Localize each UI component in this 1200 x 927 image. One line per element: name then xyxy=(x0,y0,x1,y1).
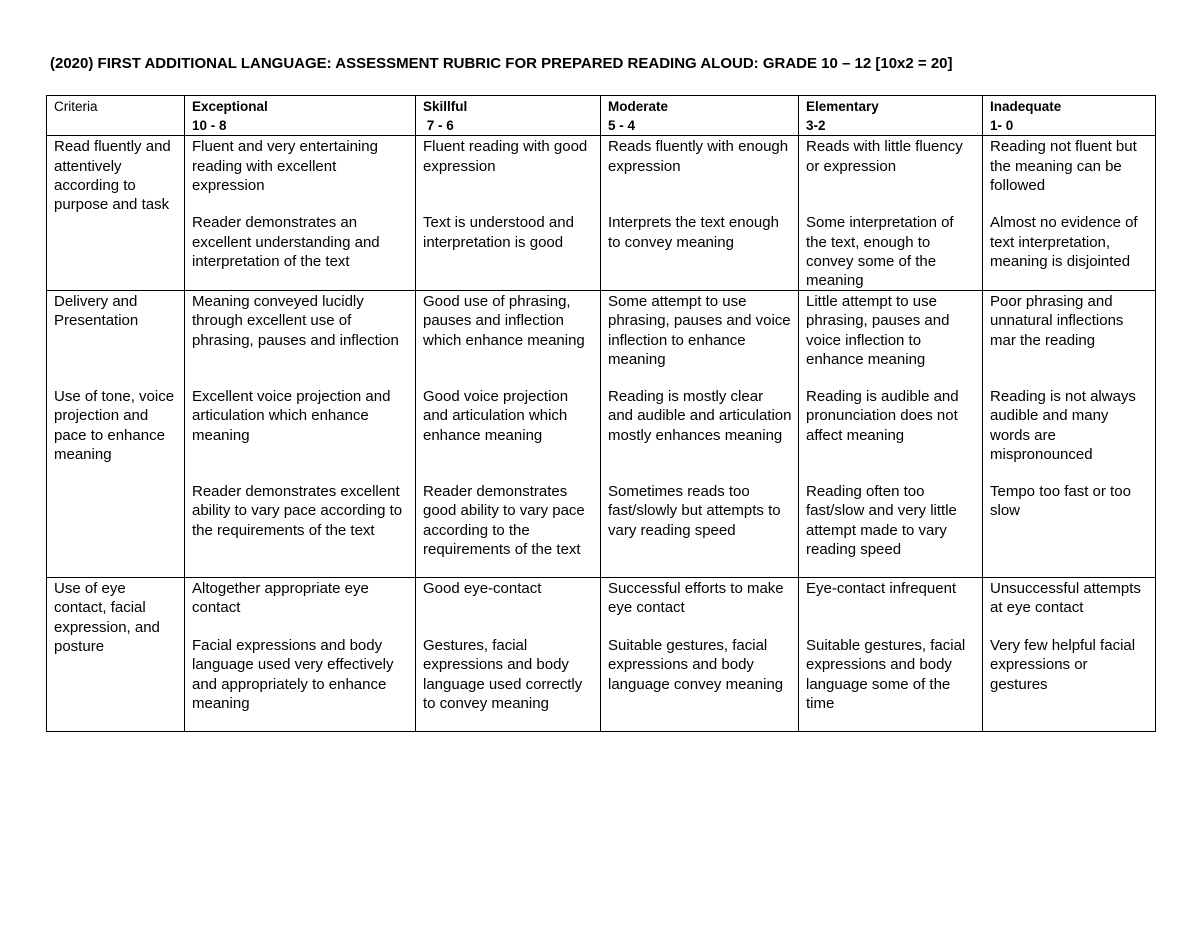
rubric-cell: Meaning conveyed lucidly through excellent use of phrasing, pauses and inflection Excellent voice projection and articulation which enhance meaning Reader demonstrates excellent ability to vary pace according to the requirements of the text xyxy=(185,291,416,578)
rubric-cell: Little attempt to use phrasing, pauses and voice inflection to enhance meaning Reading is audible and pronunciation does not affect meaning Reading often too fast/slow and very little attempt made to vary reading speed xyxy=(799,291,983,578)
criterion-cell: Delivery and Presentation Use of tone, voice projection and pace to enhance meaning xyxy=(47,291,185,578)
rubric-cell: Unsuccessful attempts at eye contact Very few helpful facial expressions or gestures xyxy=(983,578,1156,732)
rubric-table xyxy=(46,95,1156,732)
header-elementary: Elementary 3-2 xyxy=(799,96,983,136)
rubric-cell: Successful efforts to make eye contact Suitable gestures, facial expressions and body language convey meaning xyxy=(601,578,799,732)
rubric-cell: Altogether appropriate eye contact Facial expressions and body language used very effectively and appropriately to enhance meaning xyxy=(185,578,416,732)
rubric-cell: Poor phrasing and unnatural inflections mar the reading Reading is not always audible and many words are mispronounced Tempo too fast or too slow xyxy=(983,291,1156,578)
header-inadequate: Inadequate 1- 0 xyxy=(983,96,1156,136)
criterion-cell: Use of eye contact, facial expression, and posture xyxy=(47,578,185,732)
header-row xyxy=(47,96,1156,136)
rubric-cell: Reads fluently with enough expression Interprets the text enough to convey meaning xyxy=(601,136,799,291)
criterion-cell: Read fluently and attentively according to purpose and task xyxy=(47,136,185,291)
header-criteria: Criteria xyxy=(47,96,185,136)
document-title: (2020) FIRST ADDITIONAL LANGUAGE: ASSESSMENT RUBRIC FOR PREPARED READING ALOUD: GRADE 10 – 12 [10x2 = 20] xyxy=(50,55,953,72)
rubric-cell: Reads with little fluency or expression Some interpretation of the text, enough to convey some of the meaning xyxy=(799,136,983,291)
header-moderate: Moderate 5 - 4 xyxy=(601,96,799,136)
table-row xyxy=(47,578,1156,732)
table-row xyxy=(47,291,1156,578)
rubric-cell: Good eye-contact Gestures, facial expressions and body language used correctly to convey meaning xyxy=(416,578,601,732)
rubric-cell: Fluent reading with good expression Text is understood and interpretation is good xyxy=(416,136,601,291)
rubric-cell: Some attempt to use phrasing, pauses and voice inflection to enhance meaning Reading is mostly clear and audible and articulation mostly enhances meaning Sometimes reads too fast/slowly but attempts to vary reading speed xyxy=(601,291,799,578)
header-skillful: Skillful 7 - 6 xyxy=(416,96,601,136)
rubric-cell: Fluent and very entertaining reading with excellent expression Reader demonstrates an excellent understanding and interpretation of the text xyxy=(185,136,416,291)
rubric-cell: Eye-contact infrequent Suitable gestures, facial expressions and body language some of the time xyxy=(799,578,983,732)
header-exceptional: Exceptional 10 - 8 xyxy=(185,96,416,136)
rubric-cell: Good use of phrasing, pauses and inflection which enhance meaning Good voice projection and articulation which enhance meaning Reader demonstrates good ability to vary pace according to the requirements of the text xyxy=(416,291,601,578)
table-row xyxy=(47,136,1156,291)
rubric-cell: Reading not fluent but the meaning can be followed Almost no evidence of text interpretation, meaning is disjointed xyxy=(983,136,1156,291)
